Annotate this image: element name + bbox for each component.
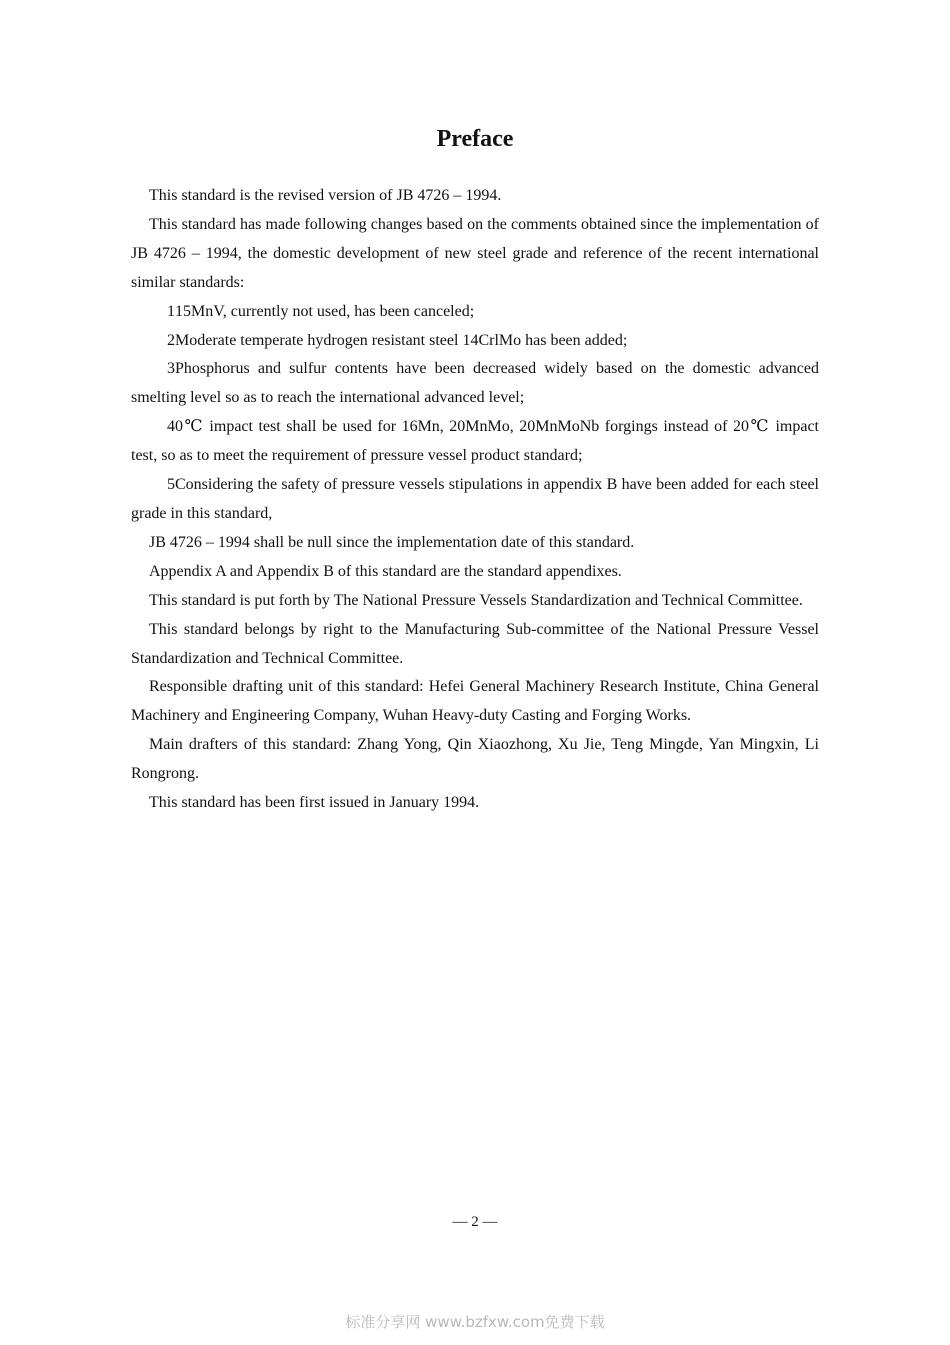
change-text: Phosphorus and sulfur contents have been decreased widely based on the domestic advanced smelting level so as to reach the international advanced level; — [131, 360, 819, 407]
paragraph-null: JB 4726 – 1994 shall be null since the implementation date of this standard. — [149, 533, 635, 551]
change-number: 5 — [167, 476, 175, 494]
change-number: 1 — [167, 302, 175, 320]
watermark: 标准分享网 www.bzfxw.com免费下载 — [345, 1313, 605, 1331]
paragraph-belongs: This standard belongs by right to the Manufacturing Sub-committee of the National Pressure Vessel Standardization and Technical Committee. — [131, 620, 819, 667]
page-number: — 2 — — [452, 1214, 498, 1230]
change-item-5 — [131, 471, 819, 529]
change-item-2 — [131, 327, 819, 356]
change-number: 3 — [167, 360, 175, 378]
paragraph-drafters: Main drafters of this standard: Zhang Yong, Qin Xiaozhong, Xu Jie, Teng Mingde, Yan Mingxin, Li Rongrong. — [131, 736, 819, 783]
paragraph-put-forth: This standard is put forth by The National Pressure Vessels Standardization and Technical Committee. — [149, 591, 803, 609]
paragraph-first-issued: This standard has been first issued in January 1994. — [149, 794, 480, 812]
change-item-4 — [131, 413, 819, 471]
page-title: Preface — [436, 126, 514, 152]
paragraph-drafting-unit: Responsible drafting unit of this standard: Hefei General Machinery Research Institute, China General Machinery and Engineering Company, Wuhan Heavy-duty Casting and Forging Works. — [131, 678, 819, 725]
document-body — [131, 182, 819, 818]
paragraph-changes-intro: This standard has made following changes based on the comments obtained since the implementation of JB 4726 – 1994, the domestic development of new steel grade and reference of the recent international similar standards: — [131, 215, 819, 291]
change-item-1 — [131, 298, 819, 327]
change-text: Moderate temperate hydrogen resistant steel 14CrlMo has been added; — [175, 331, 628, 349]
change-text: 15MnV, currently not used, has been canceled; — [175, 302, 475, 320]
change-number: 4 — [167, 418, 175, 436]
paragraph-appendixes: Appendix A and Appendix B of this standard are the standard appendixes. — [149, 562, 622, 580]
change-text: 0℃ impact test shall be used for 16Mn, 20MnMo, 20MnMoNb forgings instead of 20℃ impact test, so as to meet the requirement of pressure vessel product standard; — [131, 418, 819, 465]
change-number: 2 — [167, 331, 175, 349]
change-text: Considering the safety of pressure vessels stipulations in appendix B have been added for each steel grade in this standard, — [131, 476, 819, 522]
change-item-3 — [131, 355, 819, 413]
paragraph-revision: This standard is the revised version of JB 4726 – 1994. — [149, 187, 502, 204]
